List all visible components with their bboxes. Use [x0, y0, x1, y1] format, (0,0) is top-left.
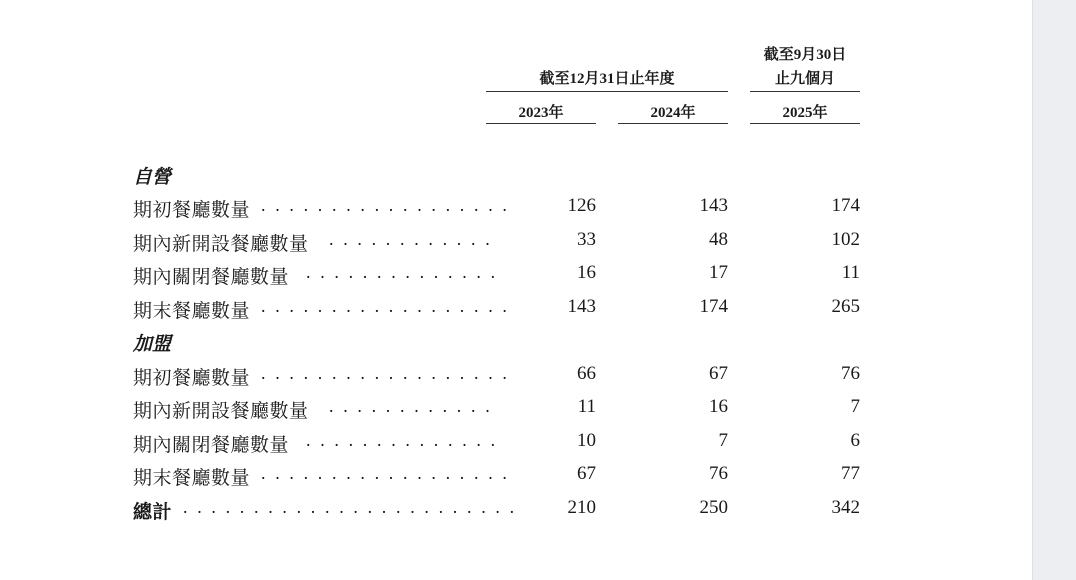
- leader-dots: . . . . . . . . . . . . . . . . . .: [261, 195, 510, 215]
- leader-dots: . . . . . . . . . . . . . . . . . .: [261, 463, 510, 483]
- nine-months-header-line2: 止九個月: [774, 71, 835, 87]
- leader-dots: . . . . . . . . . . . . . . . . . .: [261, 363, 510, 383]
- value-2025: 77: [841, 463, 860, 484]
- value-2025: 174: [831, 195, 860, 216]
- value-2023: 143: [567, 296, 596, 317]
- value-2024: 174: [699, 296, 728, 317]
- table-row: [133, 363, 873, 389]
- value-2024: 143: [699, 195, 728, 216]
- row-label: 期末餐廳數量: [133, 301, 251, 322]
- column-header-2025: 2025年: [782, 105, 828, 121]
- row-label: 期初餐廳數量: [133, 368, 251, 389]
- year-end-group-header: 截至12月31日止年度: [539, 71, 675, 87]
- row-label: 期內新開設餐廳數量: [133, 234, 309, 255]
- nine-months-rule: [750, 91, 860, 92]
- table-row: [133, 396, 873, 422]
- value-2025: 265: [831, 296, 860, 317]
- table-row: [133, 229, 873, 255]
- table-row-total: [133, 497, 873, 523]
- table-row: [133, 195, 873, 221]
- table-row: [133, 296, 873, 322]
- row-label: 期內關閉餐廳數量: [133, 435, 290, 456]
- value-2024: 76: [709, 463, 728, 484]
- column-2023-rule: [486, 123, 596, 124]
- value-2023: 11: [577, 396, 596, 417]
- section-title-franchised: 加盟: [133, 334, 172, 355]
- viewer-side-panel: [1032, 0, 1076, 580]
- value-2024: 17: [709, 262, 728, 283]
- year-end-group-rule: [486, 91, 728, 92]
- leader-dots: . . . . . . . . . . . .: [329, 396, 493, 416]
- value-2023: 67: [577, 463, 596, 484]
- value-2023: 126: [567, 195, 596, 216]
- leader-dots: . . . . . . . . . . . . . .: [306, 262, 498, 282]
- value-2023: 16: [577, 262, 596, 283]
- leader-dots: . . . . . . . . . . . . . . . . . .: [261, 296, 510, 316]
- column-header-2024: 2024年: [650, 105, 696, 121]
- row-label: 期初餐廳數量: [133, 200, 251, 221]
- value-2025: 102: [831, 229, 860, 250]
- column-header-2023: 2023年: [518, 105, 564, 121]
- value-2025: 342: [831, 497, 860, 518]
- table-row: [133, 463, 873, 489]
- row-label: 期內新開設餐廳數量: [133, 401, 309, 422]
- value-2024: 250: [699, 497, 728, 518]
- leader-dots: . . . . . . . . . . . .: [329, 229, 493, 249]
- leader-dots: . . . . . . . . . . . . . .: [306, 430, 498, 450]
- row-label: 期內關閉餐廳數量: [133, 267, 290, 288]
- value-2023: 210: [567, 497, 596, 518]
- value-2025: 11: [841, 262, 860, 283]
- value-2023: 33: [577, 229, 596, 250]
- column-2024-rule: [618, 123, 728, 124]
- value-2023: 66: [577, 363, 596, 384]
- column-2025-rule: [750, 123, 860, 124]
- leader-dots: . . . . . . . . . . . . . . . . . . . . . . . .: [183, 497, 517, 517]
- value-2023: 10: [577, 430, 596, 451]
- value-2024: 67: [709, 363, 728, 384]
- value-2024: 16: [709, 396, 728, 417]
- row-label-total: 總計: [133, 502, 173, 523]
- value-2024: 48: [709, 229, 728, 250]
- section-title-self-operated: 自營: [133, 167, 172, 188]
- nine-months-header-line1: 截至9月30日: [763, 47, 847, 63]
- table-row: [133, 430, 873, 456]
- value-2025: 76: [841, 363, 860, 384]
- value-2025: 6: [850, 430, 860, 451]
- table-row: [133, 262, 873, 288]
- value-2025: 7: [850, 396, 860, 417]
- value-2024: 7: [718, 430, 728, 451]
- row-label: 期末餐廳數量: [133, 468, 251, 489]
